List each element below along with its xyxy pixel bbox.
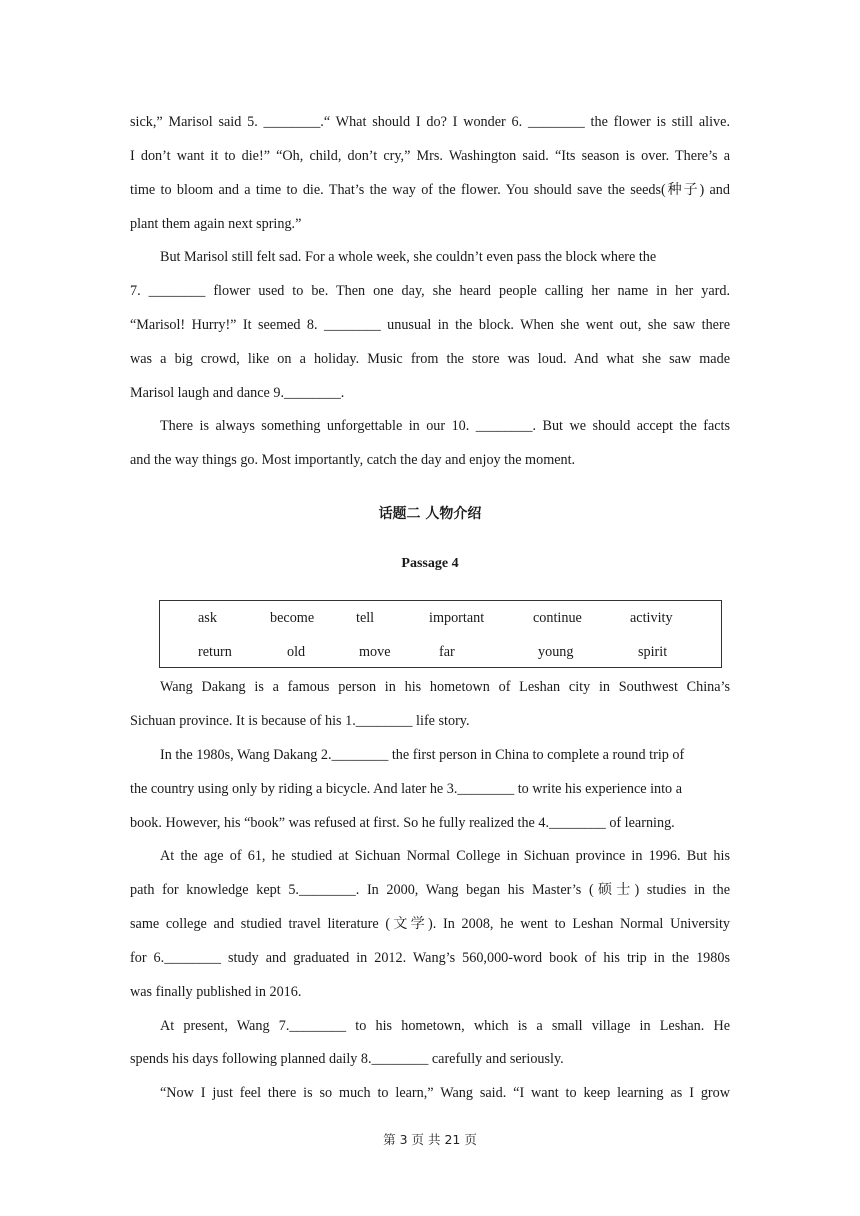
word-bank-item: become: [270, 610, 315, 626]
word-bank-item: continue: [533, 610, 582, 626]
text-line: “Now I just feel there is so much to learn,” Wang said. “I want to keep learning as I grow: [160, 1085, 730, 1101]
word-bank-box: [159, 600, 722, 668]
text-line: In the 1980s, Wang Dakang 2.________ the first person in China to complete a round trip of: [160, 747, 685, 763]
word-bank-item: important: [429, 610, 485, 626]
text-line: was finally published in 2016.: [130, 984, 302, 1000]
text-line: the country using only by riding a bicycle. And later he 3.________ to write his experience into a: [130, 781, 682, 797]
text-line: for 6.________ study and graduated in 2012. Wang’s 560,000-word book of his trip in the 1980s: [130, 950, 730, 966]
text-line: Marisol laugh and dance 9.________.: [130, 385, 345, 401]
text-line: “Marisol! Hurry!” It seemed 8. ________ unusual in the block. When she went out, she saw there: [130, 317, 730, 333]
page-footer: 第 3 页 共 21 页: [383, 1132, 477, 1147]
text-line: sick,” Marisol said 5. ________.“ What should I do? I wonder 6. ________ the flower is still alive.: [130, 114, 730, 130]
topic-heading: 话题二 人物介绍: [378, 506, 482, 522]
word-bank-item: far: [439, 644, 455, 660]
text-line: same college and studied travel literature (文学). In 2008, he went to Leshan Normal University: [130, 916, 730, 932]
text-line: time to bloom and a time to die. That’s the way of the flower. You should save the seeds(种子) and: [130, 182, 730, 198]
word-bank-item: old: [287, 644, 306, 660]
word-bank-item: return: [198, 644, 232, 660]
text-line: plant them again next spring.”: [130, 216, 302, 232]
text-line: Sichuan province. It is because of his 1.________ life story.: [130, 713, 470, 729]
word-bank-item: young: [538, 644, 574, 660]
text-line: path for knowledge kept 5.________. In 2000, Wang began his Master’s (硕士) studies in the: [130, 882, 730, 898]
text-line: was a big crowd, like on a holiday. Music from the store was loud. And what she saw made: [130, 351, 730, 367]
passage-title: Passage 4: [401, 556, 459, 571]
text-line: I don’t want it to die!” “Oh, child, don’t cry,” Mrs. Washington said. “Its season is over. There’s a: [130, 148, 730, 164]
text-line: At present, Wang 7.________ to his hometown, which is a small village in Leshan. He: [160, 1018, 730, 1034]
text-line: At the age of 61, he studied at Sichuan Normal College in Sichuan province in 1996. But his: [160, 848, 730, 864]
word-bank-item: move: [359, 644, 391, 660]
text-line: But Marisol still felt sad. For a whole week, she couldn’t even pass the block where the: [160, 249, 657, 265]
word-bank-item: tell: [356, 610, 375, 626]
text-line: book. However, his “book” was refused at first. So he fully realized the 4.________ of learning.: [130, 815, 675, 831]
text-line: spends his days following planned daily 8.________ carefully and seriously.: [130, 1051, 564, 1067]
word-bank-item: ask: [198, 610, 217, 626]
word-bank-item: activity: [630, 610, 673, 626]
text-line: There is always something unforgettable in our 10. ________. But we should accept the facts: [160, 418, 730, 434]
word-bank-item: spirit: [638, 644, 668, 660]
text-line: 7. ________ flower used to be. Then one day, she heard people calling her name in her yard.: [130, 283, 730, 299]
text-line: and the way things go. Most importantly, catch the day and enjoy the moment.: [130, 452, 576, 468]
text-line: Wang Dakang is a famous person in his hometown of Leshan city in Southwest China’s: [160, 679, 730, 695]
